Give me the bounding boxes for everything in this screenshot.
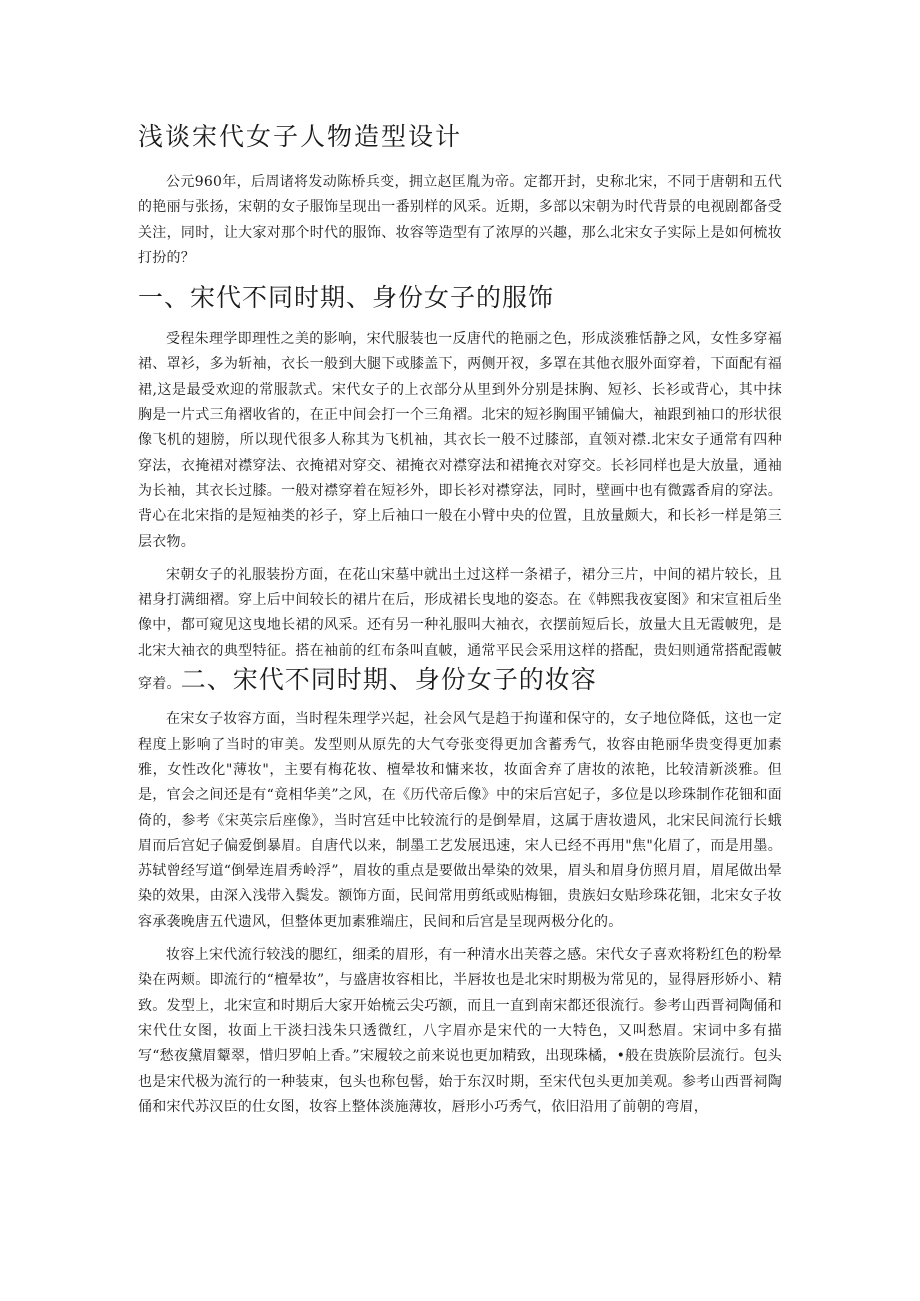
section-1-heading: 一、宋代不同时期、身份女子的服饰 <box>138 283 555 313</box>
section-1-paragraph-2: 宋朝女子的礼服装扮方面，在花山宋墓中就出土过这样一条裙子，裙分三片，中间的裙片较长，且裙身打满细褶。穿上后中间较长的裙片在后，形成裙长曳地的姿态。在《韩熙我夜宴图》和宋宣祖后坐像中，都可窥见这曳地长裙的风采。还有另一种礼服叫大袖衣，衣摆前短后长，放量大且无霞帔兜，是北宋大袖衣的典型特征。搭在袖前的红布条叫直帔，通常平民会采用这样的搭配，贵妇则通常搭配霞帔穿着。 <box>138 566 782 693</box>
section-1-paragraph-1: 受程朱理学即理性之美的影响，宋代服装也一反唐代的艳丽之色，形成淡雅恬静之风，女性多穿褔裙、罩衫，多为斩袖，衣长一般到大腿下或膝盖下，两侧开衩，多罩在其他衣服外面穿着，下面配有福裙,这是最受欢迎的常服款式。宋代女子的上衣部分从里到外分别是抹胸、短衫、长衫或背心，其中抹胸是一片式三角褶收省的，在正中间会打一个三角褶。北宋的短衫胸围平铺偏大，袖跟到袖口的形状很像飞机的翅膀，所以现代很多人称其为飞机袖，其衣长一般不过膝部，直领对襟.北宋女子通常有四种穿法，衣掩裙对襟穿法、衣掩裙对穿交、裙掩衣对襟穿法和裙掩衣对穿交。长衫同样也是大放量，通袖为长袖，其衣长过膝。一般对襟穿着在短衫外，即长衫对襟穿法，同时，壁画中也有微露香肩的穿法。背心在北宋指的是短袖类的衫子，穿上后袖口一般在小臂中央的位置，且放量颇大，和长衫一样是第三层衣物。 <box>138 331 782 550</box>
document-title: 浅谈宋代女子人物造型设计 <box>138 122 463 151</box>
intro-paragraph: 公元960年，后周诸将发动陈桥兵变，拥立赵匡胤为帝。定都开封，史称北宋，不同于唐朝和五代的艳丽与张扬，宋朝的女子服饰呈现出一番别样的风采。近期，多部以宋朝为时代背景的电视剧都备受关注，同时，让大家对那个时代的服饰、妆容等造型有了浓厚的兴趣，那么北宋女子实际上是如何梳妆打扮的？ <box>138 174 782 266</box>
section-2-paragraph-1: 在宋女子妆容方面，当时程朱理学兴起，社会风气是趋于拘谨和保守的，女子地位降低，这也一定程度上影响了当时的审美。发型则从原先的大气夸张变得更加含蓄秀气，妆容由艳丽华贵变得更加素雅，女性改化"薄妆"，主要有梅花妆、檀晕妆和慵来妆，妆面舍弃了唐妆的浓艳，比较清新淡雅。但是，官会之间还是有“竟相华美”之风，在《历代帝后像》中的宋后宫妃子，多位是以珍珠制作花钿和面倚的，参考《宋英宗后座像》，当时宫廷中比较流行的是倒晕眉，这属于唐妆遗风，北宋民间流行长蛾眉而后宫妃子偏爱倒暴眉。自唐代以来，制墨工艺发展迅速，宋人已经不再用"焦"化眉了，而是用墨。苏轼曾经写道“倒晕连眉秀岭浮”，眉妆的重点是要做出晕染的效果，眉头和眉身仿照月眉，眉尾做出晕染的效果，由深入浅带入鬓发。额饰方面，民间常用剪纸或贴梅钿，贵族妇女贴珍珠花钿，北宋女子妆容承袭晚唐五代遗风，但整体更加素雅端庄，民间和后宫是呈现两极分化的。 <box>138 711 782 930</box>
section-2-heading: 二、宋代不同时期、身份女子的妆容 <box>180 665 597 695</box>
section-1-paragraph-2-wrapper <box>138 563 782 697</box>
section-2-paragraph-2: 妆容上宋代流行较浅的腮红，细柔的眉形，有一种清水出芙蓉之感。宋代女子喜欢将粉红色的粉晕染在两颊。即流行的“檀晕妆”，与盛唐妆容相比，半唇妆也是北宋时期极为常见的，显得唇形娇小、精致。发型上，北宋宣和时期后大家开始梳云尖巧额，而且一直到南宋都还很流行。参考山西晋祠陶俑和宋代仕女图，妆面上干淡扫浅朱只透微红，八字眉亦是宋代的一大特色，又叫愁眉。宋词中多有描写“愁夜黛眉颦翠，惜归罗帕上香。”宋履较之前来说也更加精致，出现珠橘，•般在贵族阶层流行。包头也是宋代极为流行的一种装束，包头也称包髻，始于东汉时期，至宋代包头更加美观。参考山西晋祠陶俑和宋代苏汉臣的仕女图，妆容上整体淡施薄妆，唇形小巧秀气，依旧沿用了前朝的弯眉， <box>138 947 782 1115</box>
